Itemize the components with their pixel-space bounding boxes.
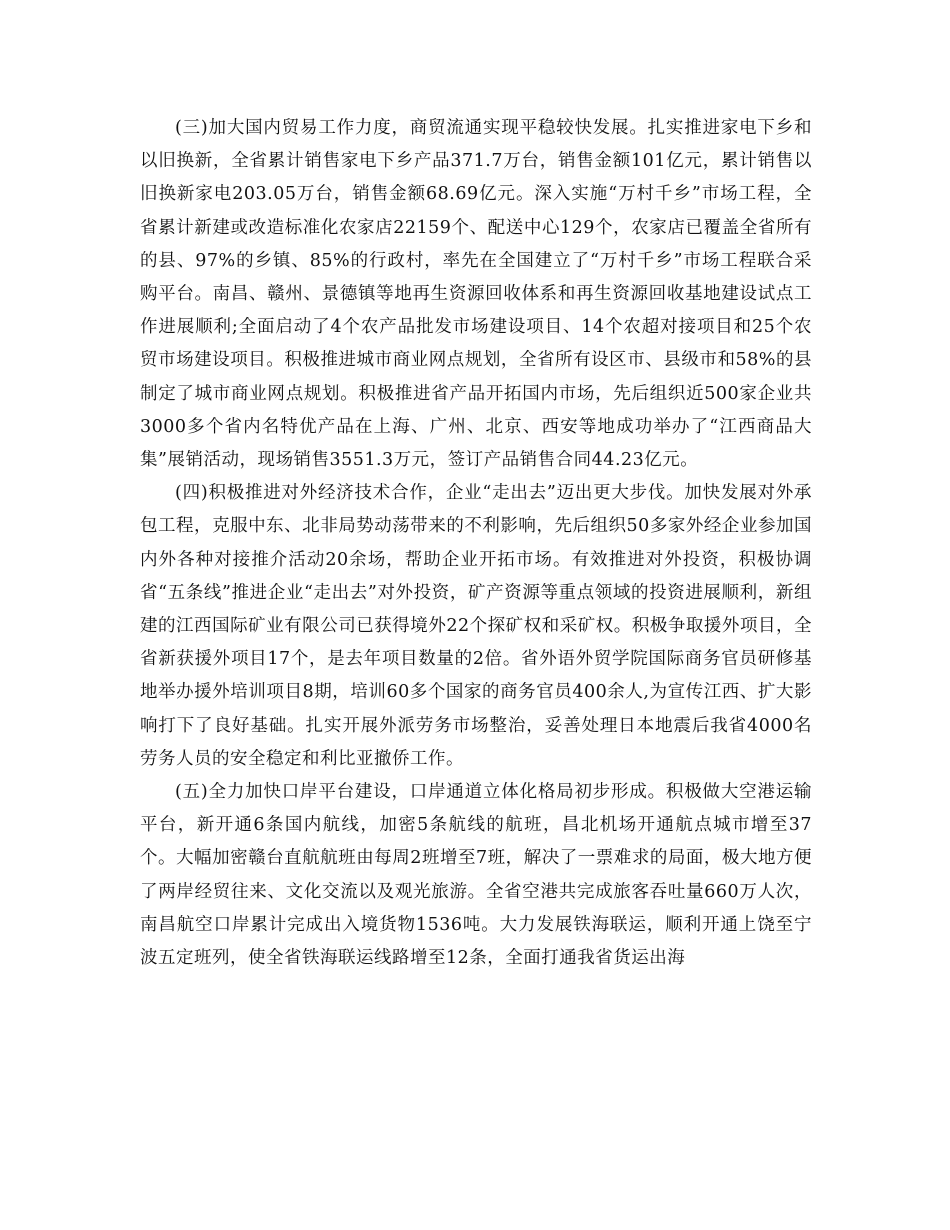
paragraph-domestic-trade: (三)加大国内贸易工作力度，商贸流通实现平稳较快发展。扎实推进家电下乡和以旧换新，全省累计销售家电下乡产品371.7万台，销售金额101亿元，累计销售以旧换新家电203.05万台，销售金额68.69亿元。深入实施“万村千乡”市场工程，全省累计新建或改造标准化农家店22159个、配送中心129个，农家店已覆盖全省所有的县、97%的乡镇、85%的行政村，率先在全国建立了“万村千乡”市场工程联合采购平台。南昌、赣州、景德镇等地再生资源回收体系和再生资源回收基地建设试点工作进展顺利;全面启动了4个农产品批发市场建设项目、14个农超对接项目和25个农贸市场建设项目。积极推进城市商业网点规划，全省所有设区市、县级市和58%的县制定了城市商业网点规划。积极推进省产品开拓国内市场，先后组织近500家企业共3000多个省内名特优产品在上海、广州、北京、西安等地成功举办了“江西商品大集”展销活动，现场销售3551.3万元，签订产品销售合同44.23亿元。 <box>140 118 812 471</box>
paragraph-port-platform: (五)全力加快口岸平台建设，口岸通道立体化格局初步形成。积极做大空港运输平台，新开通6条国内航线，加密5条航线的航班，昌北机场开通航点城市增至37个。大幅加密赣台直航航班由每周2班增至7班，解决了一票难求的局面，极大地方便了两岸经贸往来、文化交流以及观光旅游。全省空港共完成旅客吞吐量660万人次，南昌航空口岸累计完成出入境货物1536吨。大力发展铁海联运，顺利开通上饶至宁波五定班列，使全省铁海联运线路增至12条，全面打通我省货运出海 <box>140 782 812 969</box>
paragraph-foreign-cooperation: (四)积极推进对外经济技术合作，企业“走出去”迈出更大步伐。加快发展对外承包工程，克服中东、北非局势动荡带来的不利影响，先后组织50多家外经企业参加国内外各种对接推介活动20余场，帮助企业开拓市场。有效推进对外投资，积极协调省“五条线”推进企业“走出去”对外投资，矿产资源等重点领域的投资进展顺利，新组建的江西国际矿业有限公司已获得境外22个探矿权和采矿权。积极争取援外项目，全省新获援外项目17个，是去年项目数量的2倍。省外语外贸学院国际商务官员研修基地举办援外培训项目8期，培训60多个国家的商务官员400余人,为宣传江西、扩大影响打下了良好基础。扎实开展外派劳务市场整治，妥善处理日本地震后我省4000名劳务人员的安全稳定和利比亚撤侨工作。 <box>140 483 812 769</box>
document-body <box>140 112 812 975</box>
